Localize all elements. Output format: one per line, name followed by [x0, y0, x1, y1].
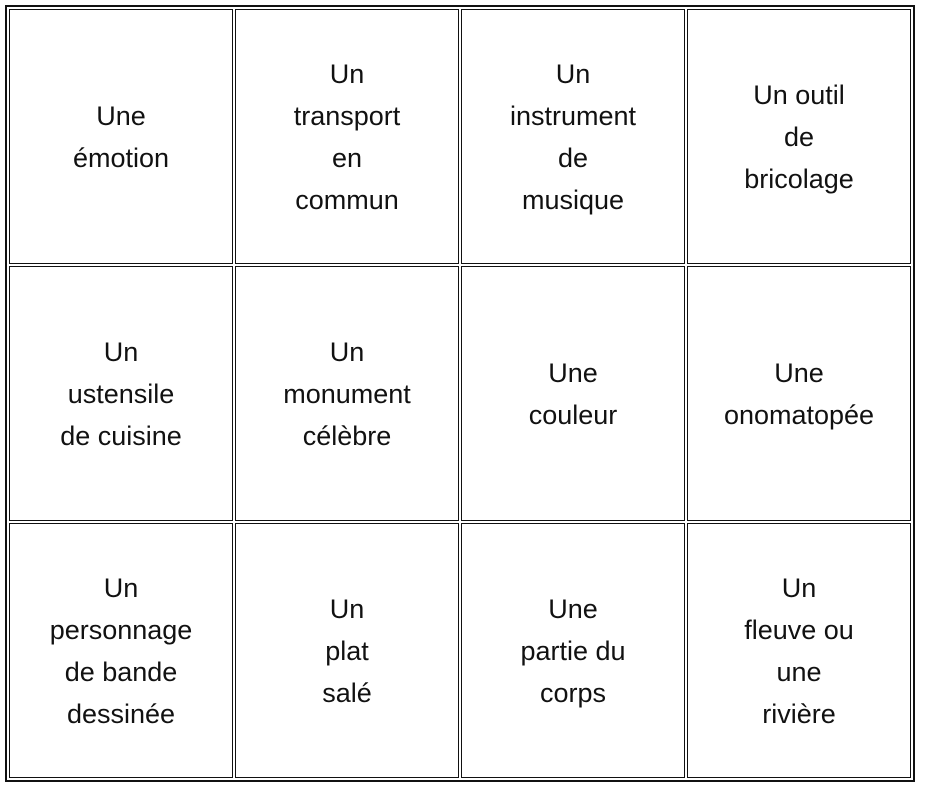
category-text-line: onomatopée [723, 399, 875, 430]
category-text-line: Un [103, 572, 139, 603]
category-text-line: célèbre [302, 420, 392, 451]
category-text-line: rivière [762, 698, 836, 729]
grid-row [9, 9, 911, 264]
category-text-line: Un [781, 572, 817, 603]
category-text-line: Un [329, 593, 365, 624]
category-text-line: Un [329, 58, 365, 89]
category-cell [9, 266, 233, 521]
category-text-line: couleur [528, 399, 618, 430]
category-text-line: fleuve ou [744, 614, 854, 645]
category-text-line: corps [539, 677, 607, 708]
category-text-line: Un [103, 336, 139, 367]
category-text-line: salé [322, 677, 372, 708]
category-text-line: de [557, 142, 589, 173]
category-text-line: Un [329, 336, 365, 367]
category-text-line: bricolage [744, 163, 854, 194]
category-text-line: Une [548, 593, 598, 624]
category-text-line: Une [96, 100, 146, 131]
category-text-line: Une [774, 357, 824, 388]
category-text-line: plat [325, 635, 369, 666]
category-cell [235, 9, 459, 264]
category-cell [461, 523, 685, 778]
category-text-line: musique [521, 184, 625, 215]
category-cell [461, 9, 685, 264]
category-text-line: émotion [72, 142, 170, 173]
category-text-line: en [331, 142, 363, 173]
category-text-line: personnage [49, 614, 193, 645]
category-cell [235, 523, 459, 778]
category-text-line: commun [295, 184, 399, 215]
category-cell [687, 523, 911, 778]
grid-body [9, 9, 911, 778]
category-text-line: dessinée [66, 698, 176, 729]
category-cell [687, 266, 911, 521]
category-cell [9, 9, 233, 264]
grid-row [9, 266, 911, 521]
category-cell [461, 266, 685, 521]
category-text-line: de cuisine [60, 420, 182, 451]
grid-row [9, 523, 911, 778]
category-text-line: de [783, 121, 815, 152]
category-text-line: monument [283, 378, 411, 409]
category-text-line: de bande [64, 656, 178, 687]
category-text-line: transport [293, 100, 401, 131]
category-cell [9, 523, 233, 778]
category-cell [235, 266, 459, 521]
category-text-line: Un outil [753, 79, 845, 110]
category-text-line: instrument [509, 100, 637, 131]
category-text-line: partie du [520, 635, 626, 666]
category-text-line: Une [548, 357, 598, 388]
category-grid [5, 5, 915, 782]
category-text-line: ustensile [67, 378, 175, 409]
category-text-line: une [776, 656, 822, 687]
category-text-line: Un [555, 58, 591, 89]
category-cell [687, 9, 911, 264]
